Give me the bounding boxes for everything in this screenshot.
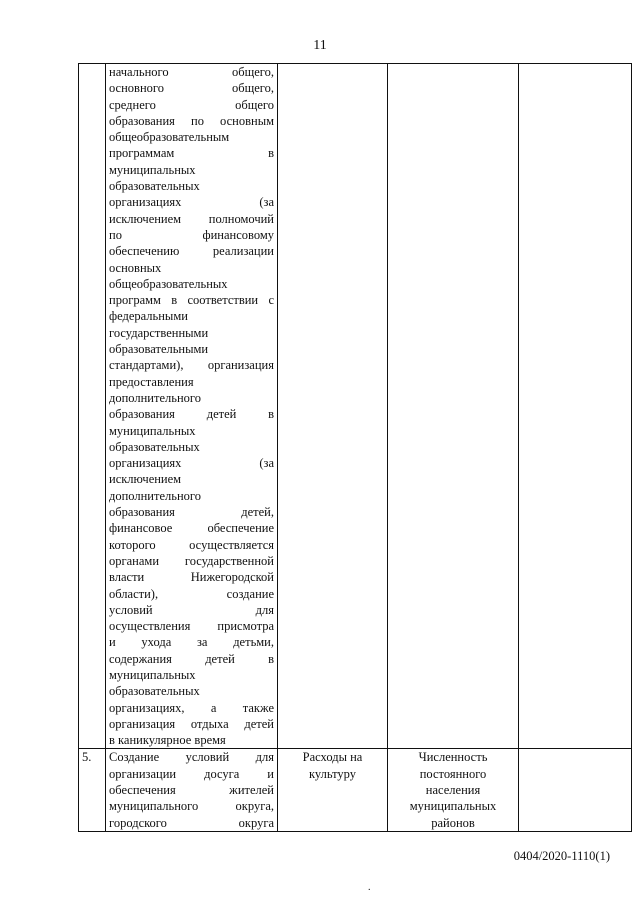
text-line: образовательных [109,179,200,194]
text-line: и ухода за детьми, [109,635,274,650]
text-line: власти Нижегородской [109,570,274,585]
text-line: обеспечению реализации [109,244,274,259]
extra-cell [519,64,632,749]
text-line: образовательными [109,342,209,357]
text-line: Численность [418,750,488,765]
text-line: Создание условий для [109,750,274,765]
text-line: финансовое обеспечение [109,521,274,536]
text-line: населения [425,783,481,798]
text-line: организация отдыха детей [109,716,274,731]
text-line: общеобразовательных [109,276,228,291]
text-line: организациях (за [109,456,274,471]
bottom-mark: . [368,882,371,893]
row-number-cell: 5. [79,749,106,831]
text-line: районов [431,815,475,830]
criterion-cell [388,64,519,749]
row-number-cell [79,64,106,749]
text-line: исключением [109,472,182,487]
power-description-cell [106,64,278,749]
expense-type-cell [278,749,388,831]
text-line: дополнительного [109,390,201,405]
document-code: 0404/2020-1110(1) [513,849,610,863]
text-line: содержания детей в [109,651,274,666]
text-line: государственными [109,325,209,340]
text-line: стандартами), организация [109,358,274,373]
text-line: культуру [309,766,356,781]
text-line: муниципальных [109,162,196,177]
allocation-table [78,63,632,832]
text-line: городского округа [109,815,274,830]
text-line: организациях, а также [109,700,274,715]
text-line: постоянного [419,766,487,781]
criterion-cell [388,749,519,831]
text-line: организациях (за [109,195,274,210]
text-line: области), создание [109,586,274,601]
text-line: исключением полномочий [109,211,274,226]
text-line: основного общего, [109,81,274,96]
text-line: обеспечения жителей [109,783,274,798]
extra-cell [519,749,632,831]
text-line: муниципальных [109,423,196,438]
text-line: в каникулярное время [109,733,226,748]
text-line: образования детей в [109,407,274,422]
text-line: осуществления присмотра [109,619,274,634]
text-line: органами государственной [109,553,274,568]
text-line: основных [109,260,162,275]
text-line: которого осуществляется [109,537,274,552]
text-line: дополнительного [109,488,201,503]
table-row [79,749,632,831]
text-line: образовательных [109,684,200,699]
expense-type-cell [278,64,388,749]
text-line: общеобразовательным [109,130,230,145]
text-line: программам в [109,146,274,161]
text-line: по финансовому [109,227,274,242]
page-number: 11 [313,38,327,53]
text-line: образования детей, [109,505,274,520]
text-line: федеральными [109,309,188,324]
text-line: начального общего, [109,65,274,79]
text-line: условий для [109,602,274,617]
text-line: предоставления [109,374,194,389]
table-row [79,64,632,749]
power-description-cell [106,749,278,831]
text-line: образования по основным [109,113,274,128]
text-line: муниципального округа, [109,799,274,814]
text-line: муниципальных [109,667,196,682]
text-line: программ в соответствии с [109,293,274,308]
text-line: среднего общего [109,97,274,112]
text-line: муниципальных [409,799,497,814]
text-line: организации досуга и [109,766,274,781]
text-line: образовательных [109,439,200,454]
text-line: Расходы на [302,750,363,765]
